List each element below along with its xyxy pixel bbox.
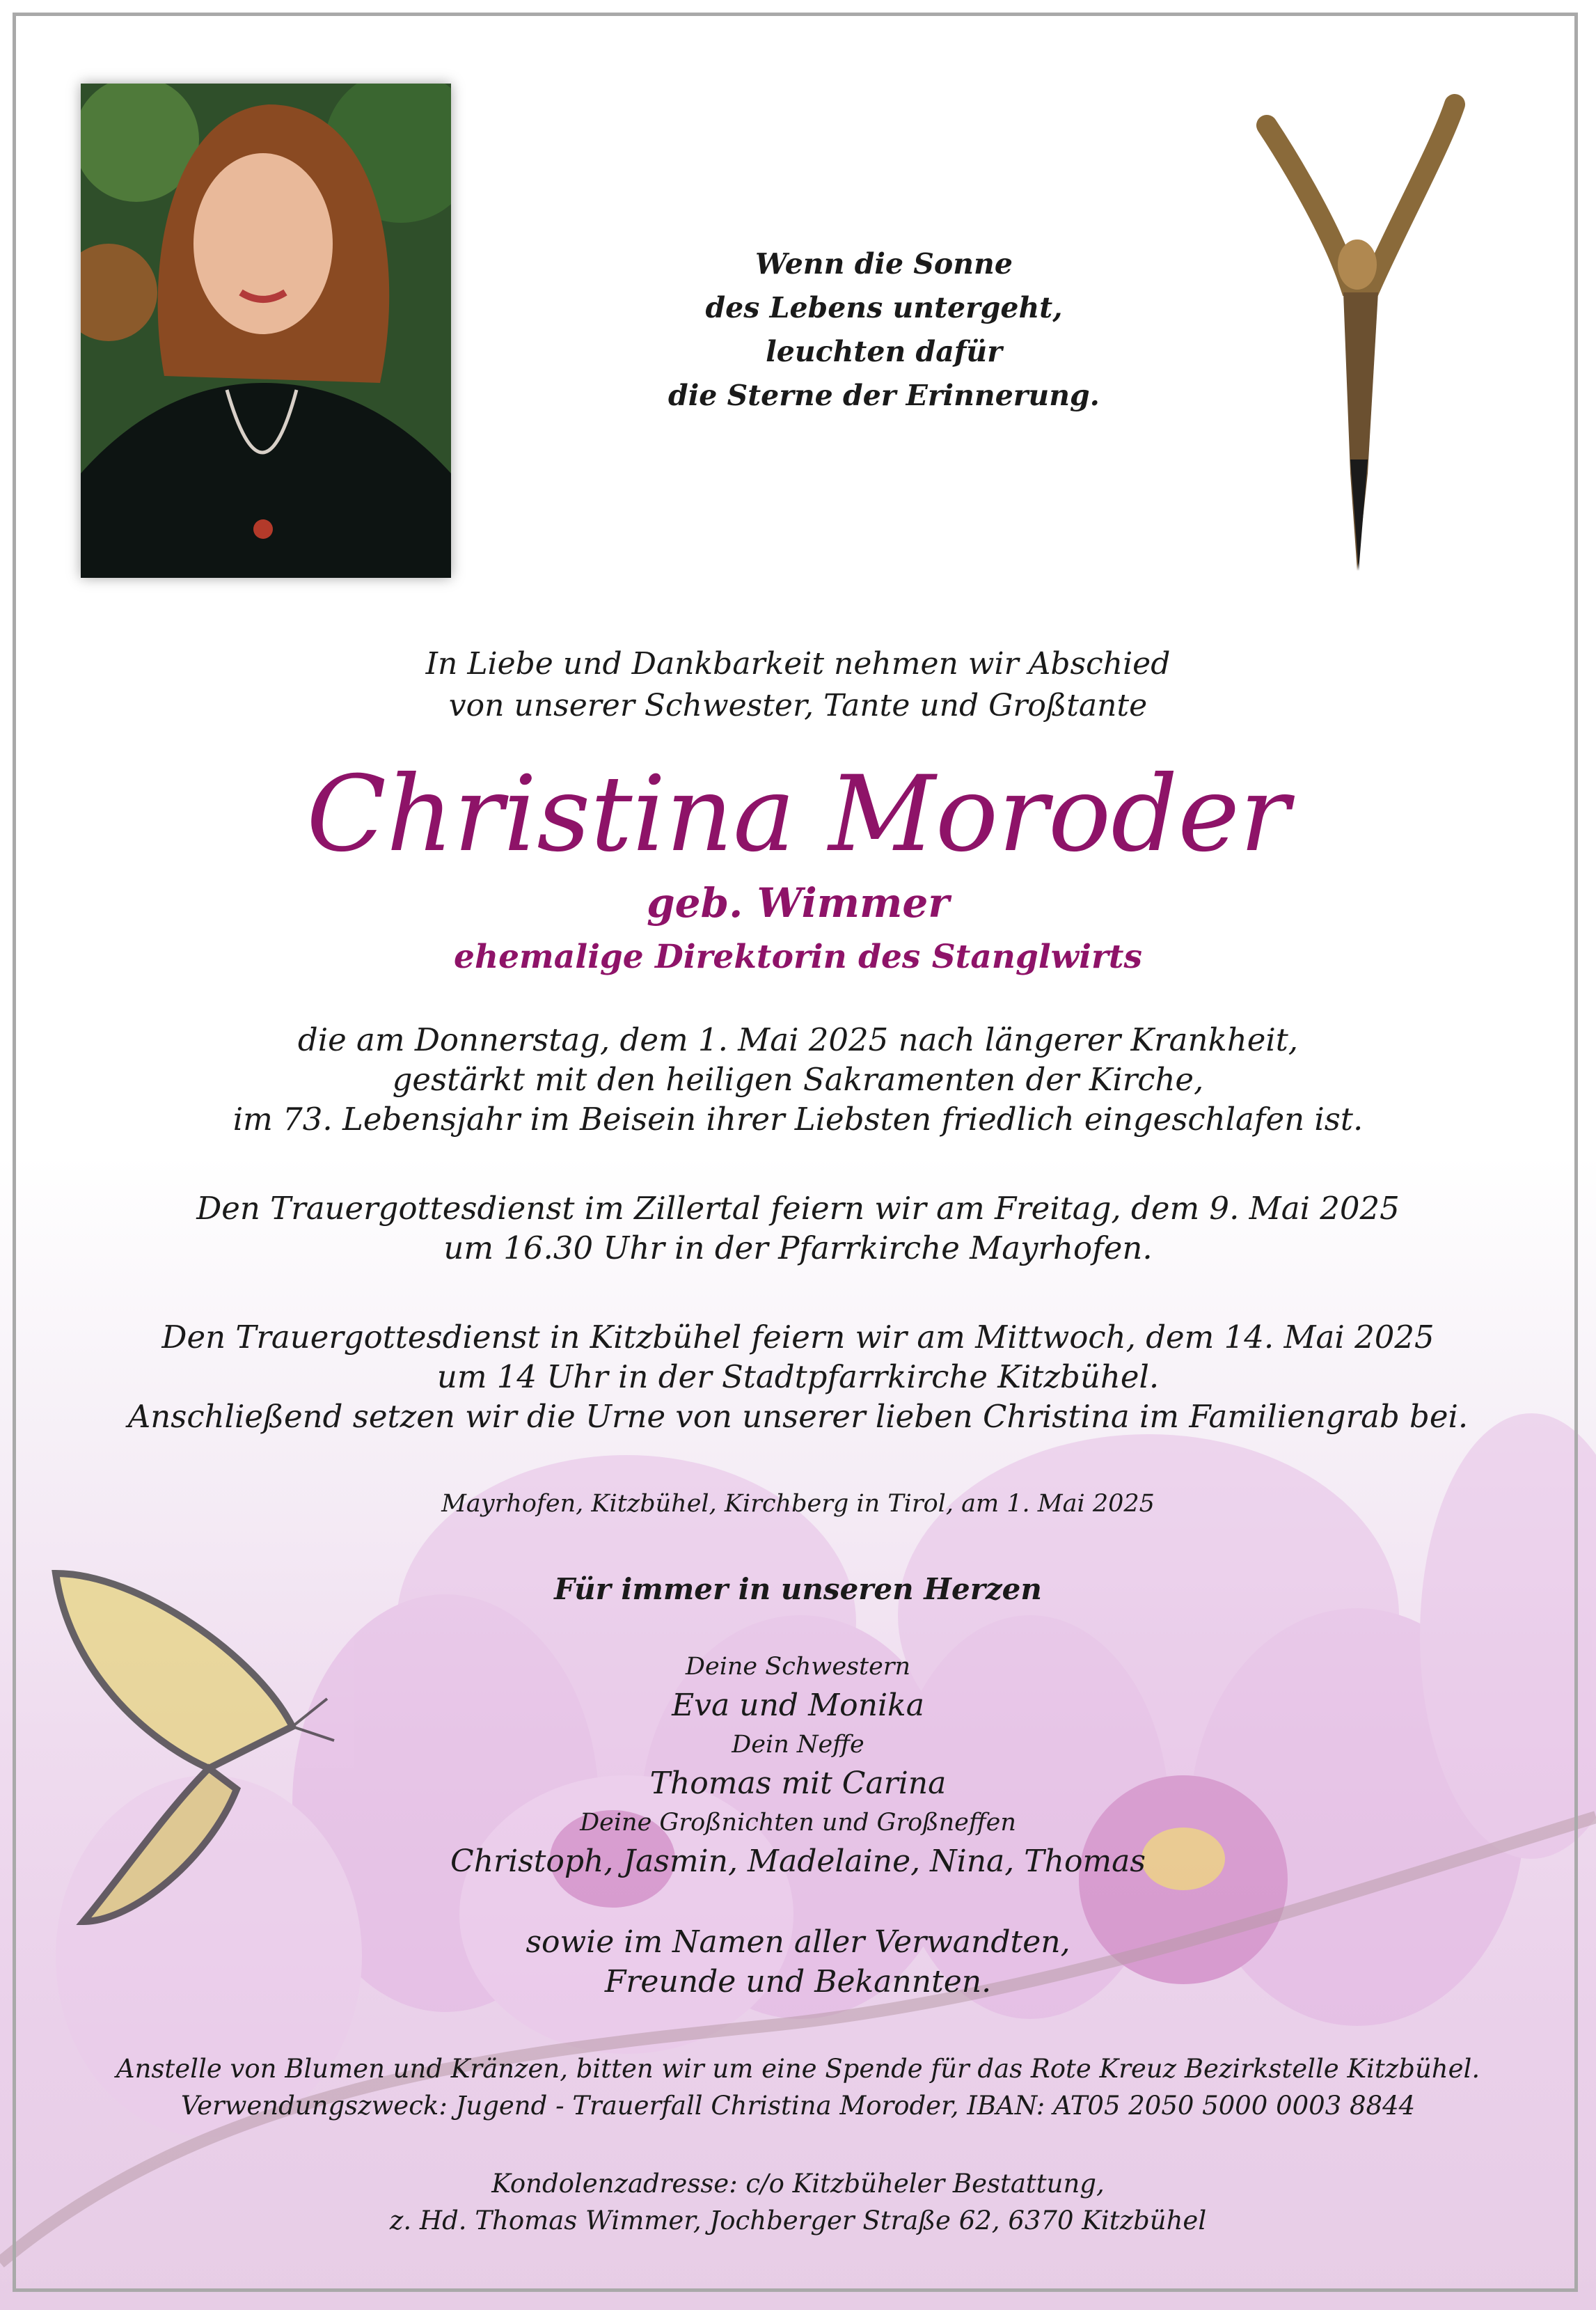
family-relation: Deine Großnichten und Großneffen <box>580 1809 1016 1837</box>
family-names: Eva und Monika <box>672 1688 924 1723</box>
paragraph-line: Anstelle von Blumen und Kränzen, bitten wir um eine Spende für das Rote Kreuz Bezirkstelle Kitzbühel. <box>116 2054 1480 2084</box>
family-relation: Deine Schwestern <box>685 1653 911 1681</box>
passing-paragraph <box>0 1020 1596 1139</box>
intro-line: von unserer Schwester, Tante und Großtante <box>448 688 1148 723</box>
former-role: ehemalige Direktorin des Stanglwirts <box>454 938 1142 976</box>
paragraph-line: gestärkt mit den heiligen Sakramenten der Kirche, <box>392 1061 1204 1098</box>
paragraph-line: um 16.30 Uhr in der Pfarrkirche Mayrhofen. <box>443 1229 1153 1266</box>
paragraph-line: Den Trauergottesdienst im Zillertal feiern wir am Freitag, dem 9. Mai 2025 <box>196 1190 1400 1227</box>
donation-note <box>0 2050 1596 2124</box>
condolence-address <box>0 2165 1596 2239</box>
crucifix-image <box>1253 84 1469 578</box>
service-kitzbuehel <box>0 1317 1596 1436</box>
family-list <box>0 1648 1596 1882</box>
intro-line: In Liebe und Dankbarkeit nehmen wir Abschied <box>425 646 1171 682</box>
place-date: Mayrhofen, Kitzbühel, Kirchberg in Tirol, am 1. Mai 2025 <box>441 1490 1155 1518</box>
also-on-behalf <box>0 1922 1596 2002</box>
poem <box>571 242 1197 418</box>
family-names: Christoph, Jasmin, Madelaine, Nina, Thomas <box>450 1844 1146 1879</box>
paragraph-line: Kondolenzadresse: c/o Kitzbüheler Bestattung, <box>491 2169 1105 2199</box>
paragraph-line: Den Trauergottesdienst in Kitzbühel feiern wir am Mittwoch, dem 14. Mai 2025 <box>161 1319 1435 1356</box>
hearts-line: Für immer in unseren Herzen <box>554 1572 1042 1606</box>
paragraph-line: Verwendungszweck: Jugend - Trauerfall Christina Moroder, IBAN: AT05 2050 5000 0003 8844 <box>180 2091 1416 2121</box>
portrait-photo <box>81 84 451 578</box>
poem-line: die Sterne der Erinnerung. <box>668 379 1100 412</box>
paragraph-line: um 14 Uhr in der Stadtpfarrkirche Kitzbühel. <box>436 1358 1160 1395</box>
family-names: Thomas mit Carina <box>649 1766 947 1801</box>
birth-name: geb. Wimmer <box>647 879 949 927</box>
paragraph-line: die am Donnerstag, dem 1. Mai 2025 nach längerer Krankheit, <box>297 1021 1299 1058</box>
poem-line: Wenn die Sonne <box>755 247 1013 281</box>
paragraph-line: im 73. Lebensjahr im Beisein ihrer Liebsten friedlich eingeschlafen ist. <box>232 1101 1364 1138</box>
deceased-name: Christina Moroder <box>306 754 1290 875</box>
family-relation: Dein Neffe <box>732 1731 864 1759</box>
paragraph-line: z. Hd. Thomas Wimmer, Jochberger Straße 62, 6370 Kitzbühel <box>389 2206 1207 2236</box>
paragraph-line: Freunde und Bekannten. <box>604 1964 992 1999</box>
paragraph-line: Anschließend setzen wir die Urne von unserer lieben Christina im Familiengrab bei. <box>127 1398 1469 1435</box>
paragraph-line: sowie im Namen aller Verwandten, <box>526 1924 1070 1960</box>
service-zillertal <box>0 1188 1596 1268</box>
poem-line: des Lebens untergeht, <box>705 291 1063 324</box>
intro <box>0 643 1596 727</box>
poem-line: leuchten dafür <box>766 335 1002 368</box>
